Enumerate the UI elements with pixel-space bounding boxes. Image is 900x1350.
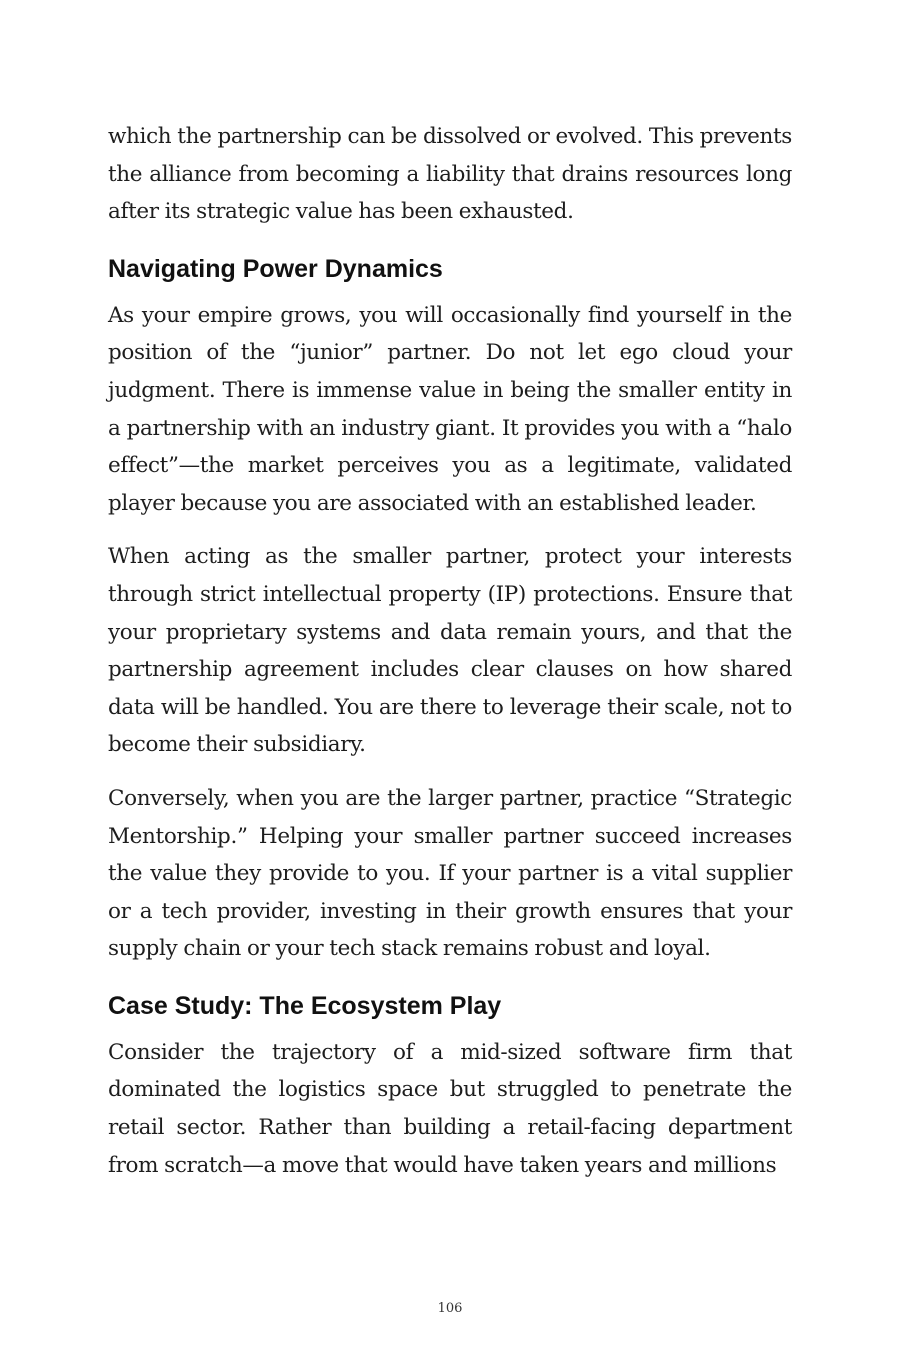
section-heading-case-study: Case Study: The Ecosystem Play [108, 991, 502, 1020]
paragraph-junior-partner: As your empire grows, you will occasionally find yourself in the position of the “junior” partner. Do not let ego cloud your judgment. There is immense value in being the smaller entity in a partnership with an industry giant. It provides you with a “halo effect”—the market perceives you as a legitimate, validated player because you are associated with an established leader. [108, 302, 792, 516]
page-body [108, 118, 792, 1200]
page-number: 106 [437, 1301, 463, 1316]
paragraph-continued: which the partnership can be dissolved or evolved. This prevents the alliance from becoming a liability that drains resources long after its strategic value has been exhausted. [108, 124, 792, 225]
paragraph-larger-partner: Conversely, when you are the larger partner, practice “Strategic Mentorship.” Helping your smaller partner succeed increases the value they provide to you. If your partner is a vital supplier or a tech provider, investing in their growth ensures that your supply chain or your tech stack remains robust and loyal. [108, 785, 792, 962]
section-heading-power-dynamics: Navigating Power Dynamics [108, 254, 443, 283]
paragraph-case-study: Consider the trajectory of a mid-sized software firm that dominated the logistics space but struggled to penetrate the retail sector. Rather than building a retail-facing department from scratch—a move that would have taken years and millions [108, 1039, 792, 1178]
paragraph-smaller-partner: When acting as the smaller partner, protect your interests through strict intellectual property (IP) protections. Ensure that your proprietary systems and data remain yours, and that the partnership agreement includes clear clauses on how shared data will be handled. You are there to leverage their scale, not to become their subsidiary. [108, 544, 792, 758]
